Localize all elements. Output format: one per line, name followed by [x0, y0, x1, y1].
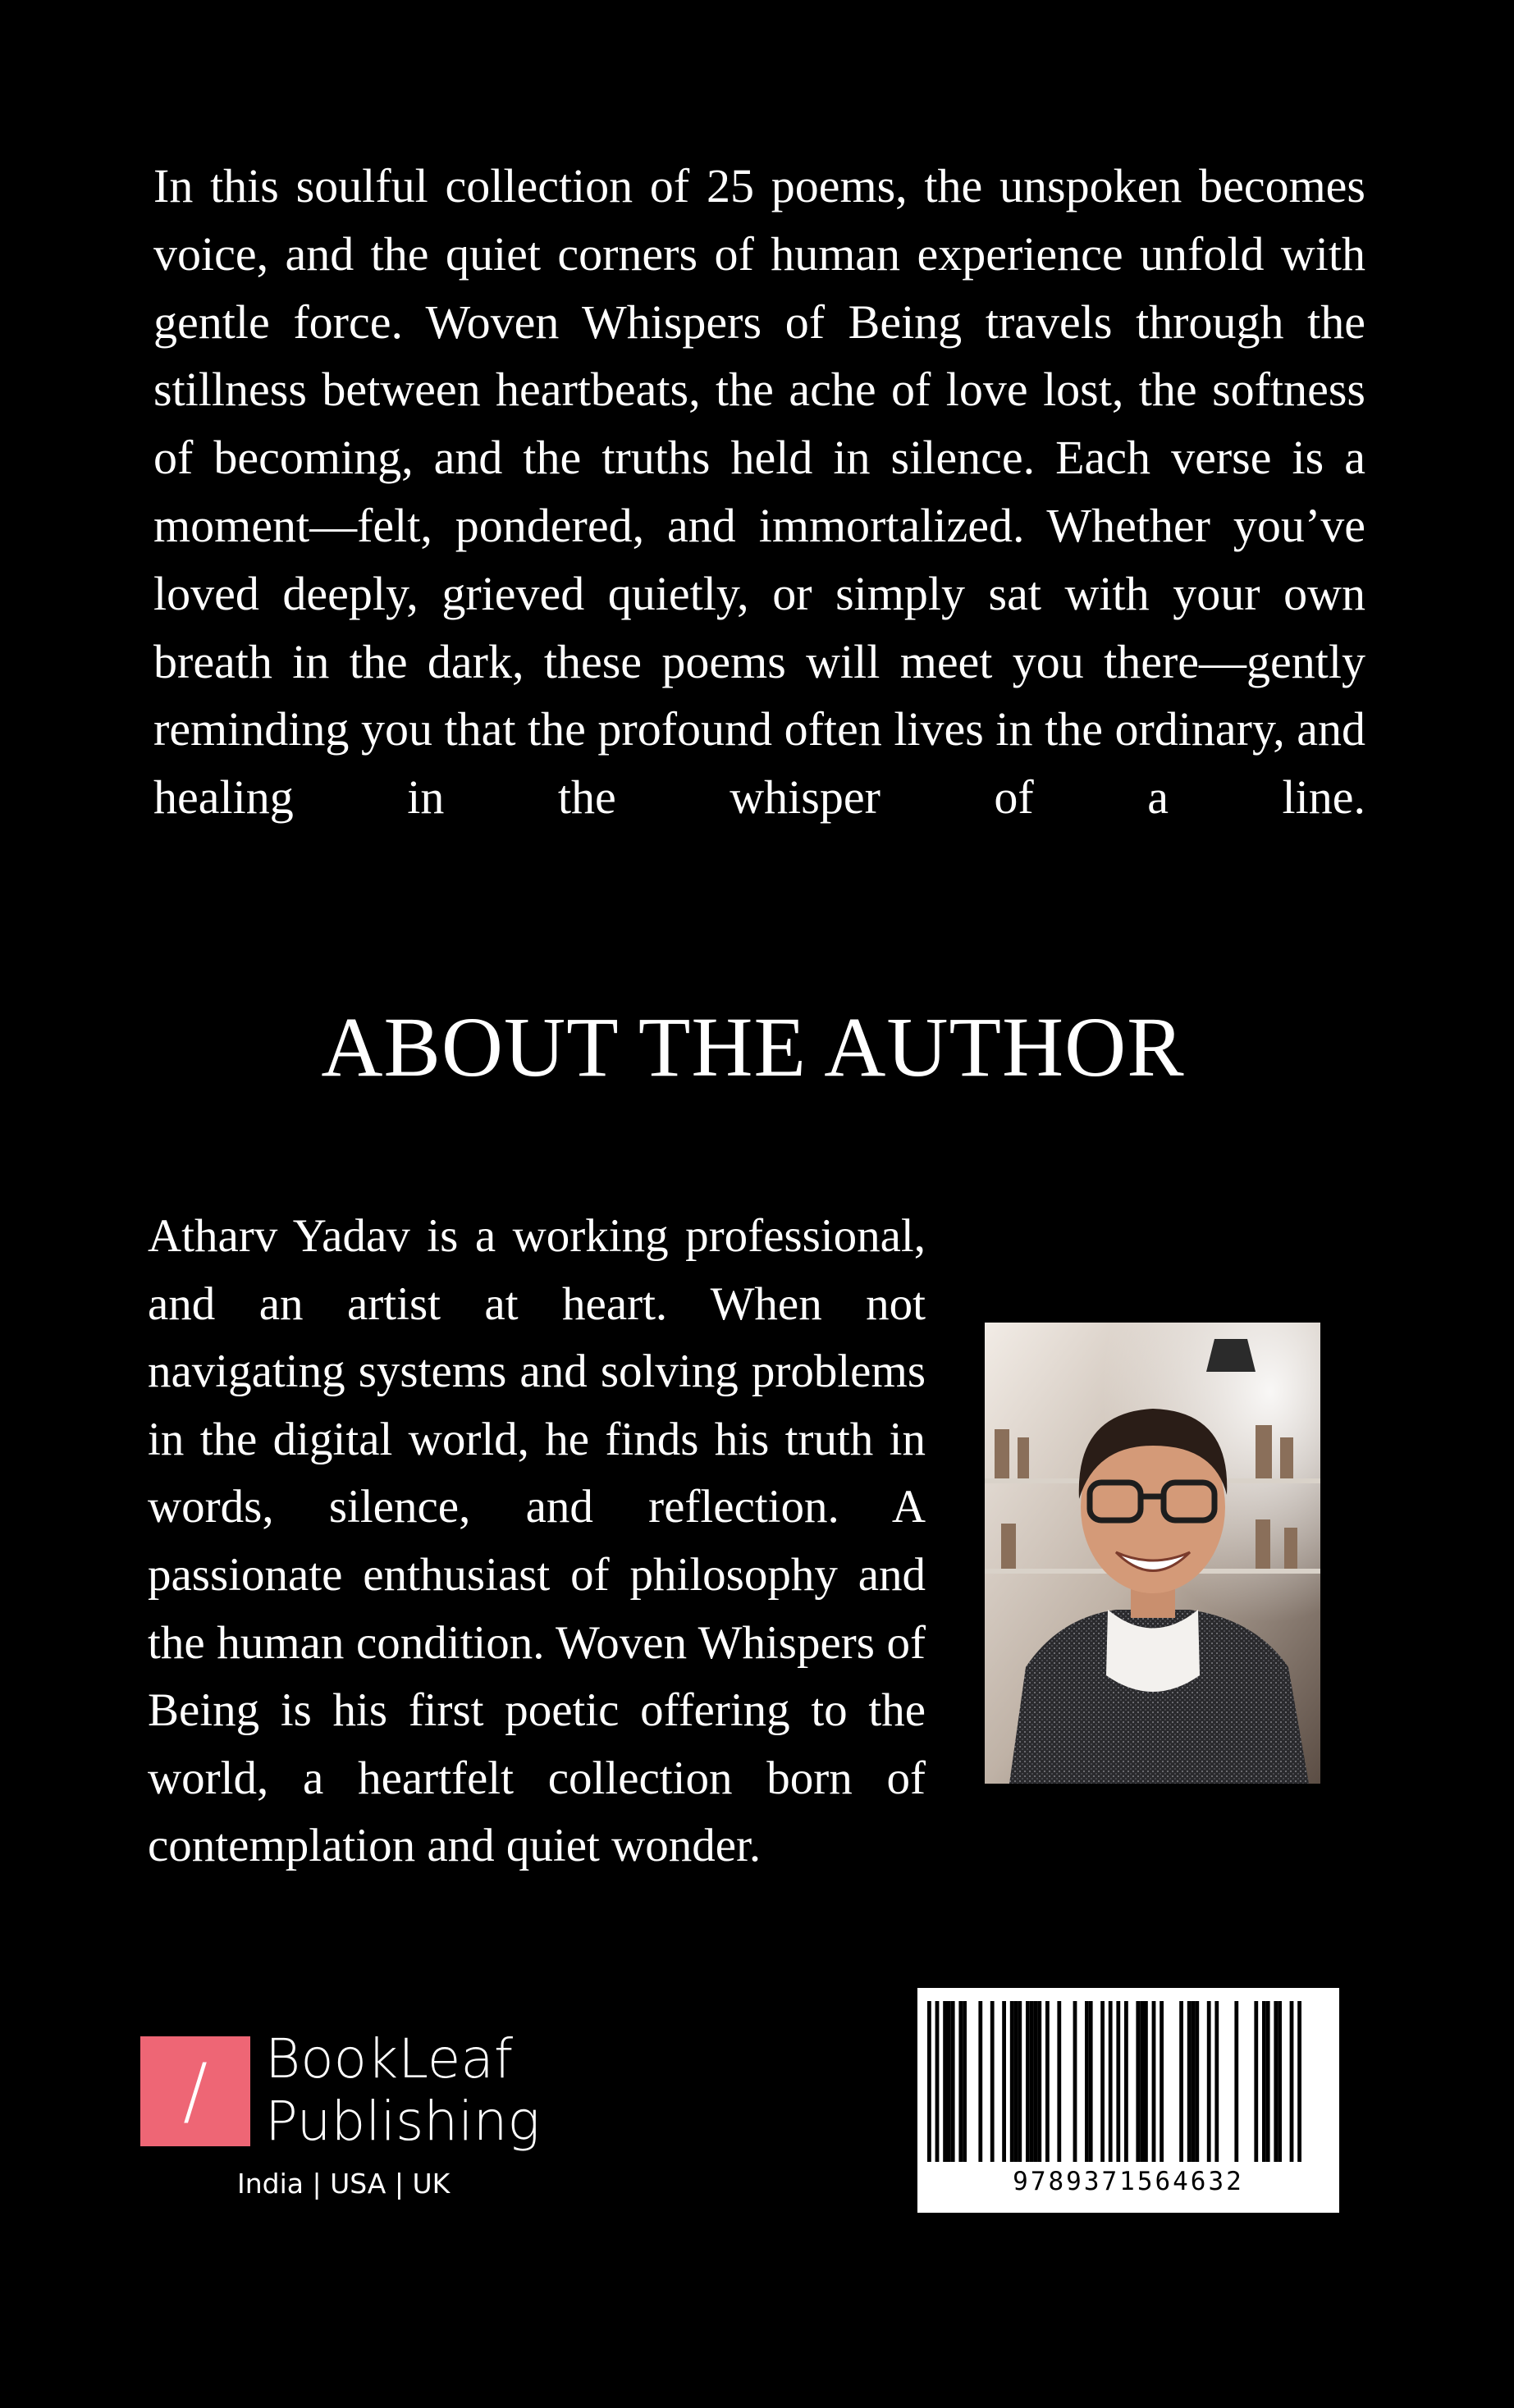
barcode-bar: [1179, 2001, 1183, 2162]
publisher-name-line2: Publishing: [265, 2090, 541, 2153]
barcode-bar: [1057, 2001, 1061, 2162]
barcode-bar: [1192, 2001, 1196, 2162]
barcode-bar: [1002, 2001, 1006, 2162]
barcode-bar: [1266, 2001, 1270, 2162]
barcode-bar: [1010, 2001, 1014, 2162]
barcode-bar: [1026, 2001, 1030, 2162]
barcode-bar: [1124, 2001, 1128, 2162]
barcode-bar: [1262, 2001, 1266, 2162]
barcode-bar: [943, 2001, 947, 2162]
barcode-bar: [1195, 2001, 1199, 2162]
barcode-bar: [1144, 2001, 1148, 2162]
barcode-bar: [958, 2001, 963, 2162]
barcode-bar: [1278, 2001, 1282, 2162]
barcode-bar: [1085, 2001, 1089, 2162]
barcode-bar: [1045, 2001, 1050, 2162]
barcode-bar: [1034, 2001, 1038, 2162]
publisher-regions: India | USA | UK: [237, 2168, 451, 2200]
slash-mark-icon: /: [140, 2036, 250, 2146]
barcode-bar: [1018, 2001, 1022, 2162]
barcode-bar: [927, 2001, 931, 2162]
barcode-bar: [1100, 2001, 1105, 2162]
barcode-bar: [1214, 2001, 1219, 2162]
barcode-bar: [1274, 2001, 1278, 2162]
barcode-bar: [1152, 2001, 1156, 2162]
author-portrait-icon: [985, 1323, 1320, 1784]
barcode-bar: [1187, 2001, 1192, 2162]
barcode-bar: [1109, 2001, 1113, 2162]
publisher-name-line1: BookLeaf: [265, 2027, 514, 2090]
barcode-bar: [1073, 2001, 1077, 2162]
about-author-heading: ABOUT THE AUTHOR: [321, 1000, 1185, 1094]
barcode-bar: [1207, 2001, 1211, 2162]
author-photo: [985, 1323, 1320, 1784]
barcode-bar: [1014, 2001, 1018, 2162]
barcode-bar: [978, 2001, 982, 2162]
back-cover-blurb: In this soulful collection of 25 poems, the unspoken becomes voice, and the quiet corners of human experience unfold with gentle force. Woven Whispers of Being travels through the stillness between heartbeats, the ache of love lost, the softness of becoming, and the truths held in silence. Each verse is a moment—felt, pondered, and immortalized. Whether you’ve loved deeply, grieved quietly, or simply sat with your own breath in the dark, these poems will meet you there—gently reminding you that the profound often lives in the ordinary, and healing in the whisper of a line.: [153, 159, 1365, 825]
barcode-bar: [990, 2001, 995, 2162]
barcode-bar: [1297, 2001, 1301, 2162]
barcode-bar: [1290, 2001, 1294, 2162]
barcode-bar: [935, 2001, 940, 2162]
publisher-name: [265, 2028, 540, 2153]
barcode-bar: [1254, 2001, 1258, 2162]
isbn-number: 9789371564632: [1013, 2167, 1244, 2196]
barcode-bar: [947, 2001, 951, 2162]
publisher-logo: [140, 2027, 541, 2200]
author-bio: Atharv Yadav is a working professional, and an artist at heart. When not navigating systems and solving problems in the digital world, he finds his truth in words, silence, and reflection. A passionate enthusiast of philosophy and the human condition. Woven Whispers of Being is his first poetic offering to the world, a heartfelt collection born of contemplation and quiet wonder.: [148, 1210, 926, 1872]
barcode-bar: [963, 2001, 967, 2162]
barcode-bar: [1116, 2001, 1120, 2162]
barcode-bar: [1089, 2001, 1093, 2162]
isbn-barcode: [917, 1988, 1339, 2213]
barcode-bar: [1140, 2001, 1144, 2162]
barcode-bar: [951, 2001, 955, 2162]
barcode-bar: [1136, 2001, 1140, 2162]
barcode-bar: [1160, 2001, 1164, 2162]
barcode-bar: [1037, 2001, 1041, 2162]
barcode-bar: [1234, 2001, 1238, 2162]
barcode-bar: [1030, 2001, 1034, 2162]
